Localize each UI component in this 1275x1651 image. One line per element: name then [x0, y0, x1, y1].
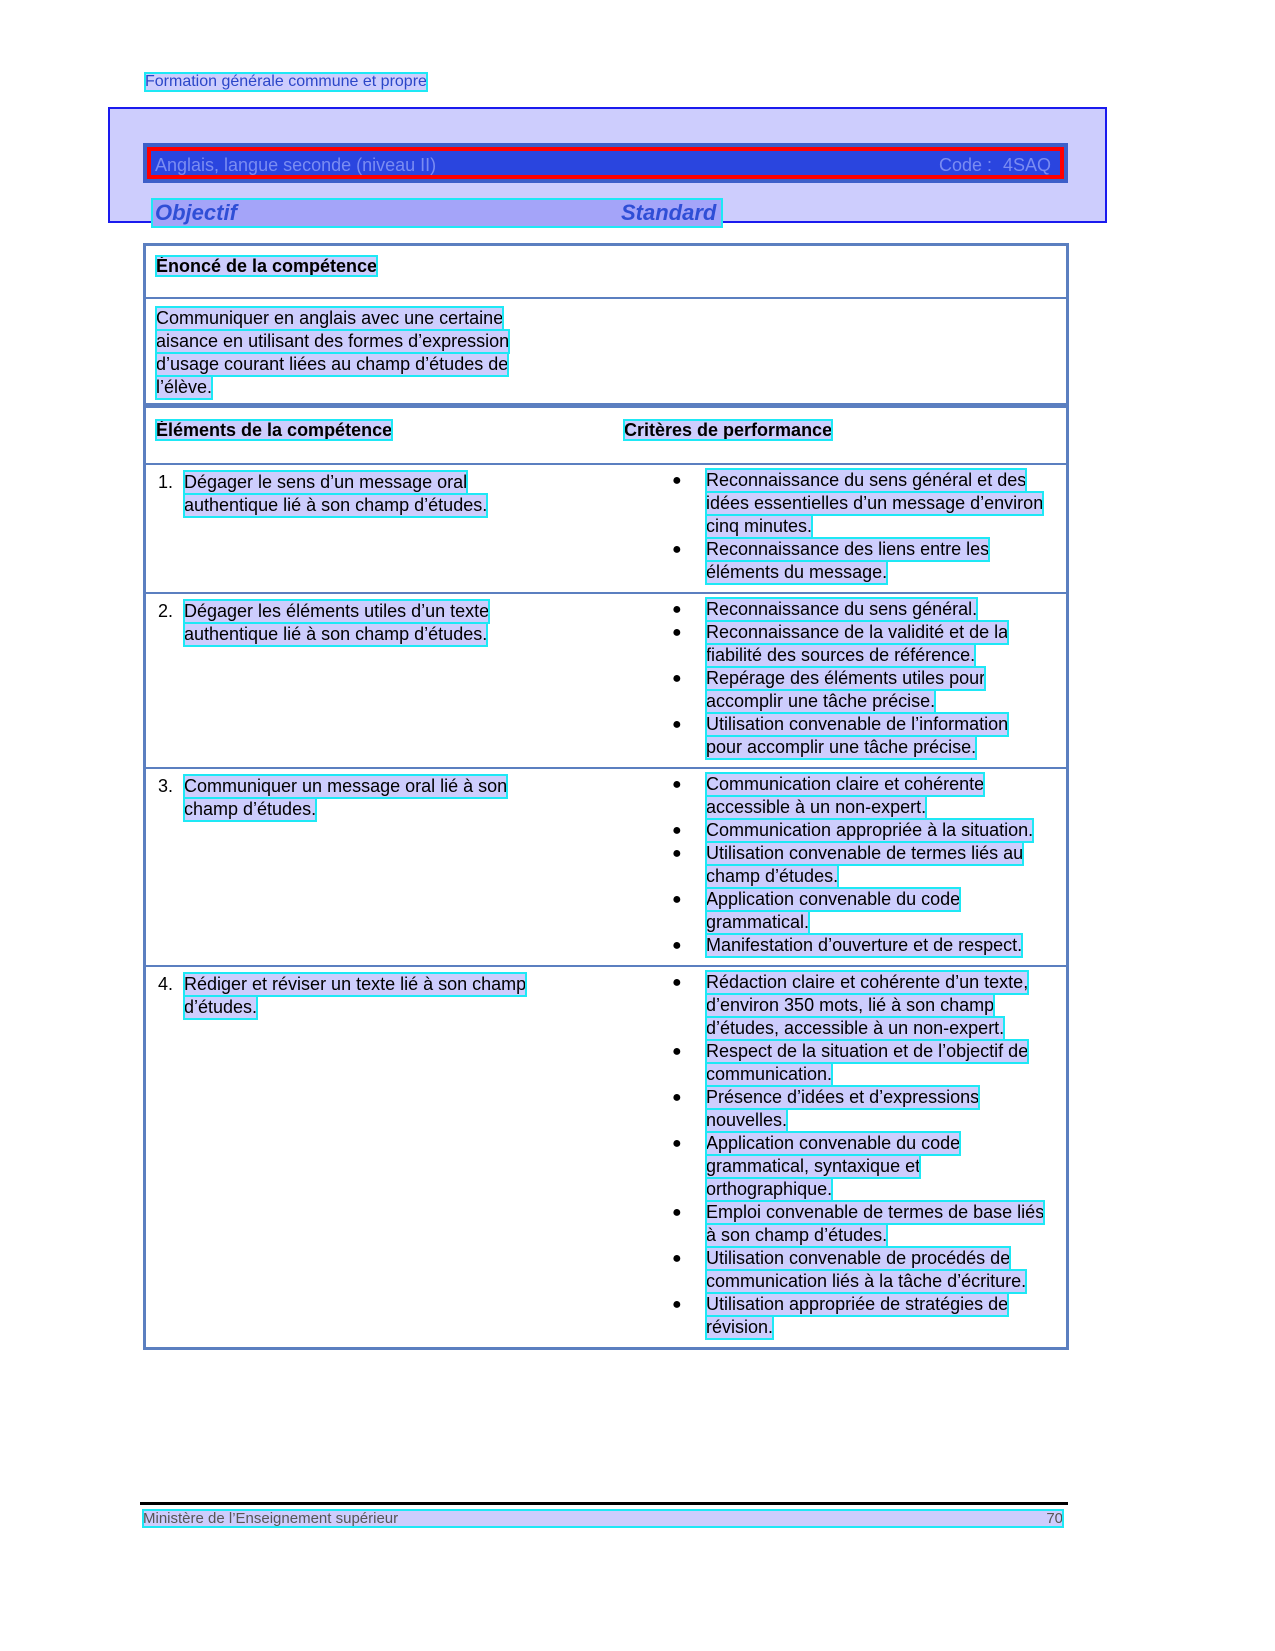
criterion-line: Présence d’idées et d’expressions [706, 1087, 980, 1107]
criterion-item [672, 1040, 1066, 1086]
criterion-line: Communication claire et cohérente [706, 774, 985, 794]
competence-table [143, 405, 1069, 1350]
element-line: d’études. [184, 997, 258, 1017]
criterion-line: Rédaction claire et cohérente d’un texte, [706, 972, 1029, 992]
criterion-item [672, 773, 1066, 819]
element-number: 1. [158, 472, 174, 492]
criterion-item [672, 621, 1066, 667]
enonce-line: d’usage courant liées au champ d’études de [156, 354, 509, 374]
criterion-item [672, 1086, 1066, 1132]
criteria-cell [624, 464, 1068, 593]
bullet-icon: ● [672, 776, 682, 793]
criterion-item [672, 934, 1066, 957]
criterion-line: pour accomplir une tâche précise. [706, 737, 977, 757]
element-line: authentique lié à son champ d’études. [184, 495, 488, 515]
table-row [145, 966, 1068, 1349]
criterion-item [672, 538, 1066, 584]
element-cell [145, 593, 625, 768]
bullet-icon: ● [672, 822, 682, 839]
criterion-item [672, 819, 1066, 842]
enonce-line: Communiquer en anglais avec une certaine [156, 308, 504, 328]
objectif-label: Objectif [155, 200, 237, 225]
bullet-icon: ● [672, 624, 682, 641]
table-row [145, 593, 1068, 768]
criterion-line: d’études, accessible à un non-expert. [706, 1018, 1005, 1038]
footer-ministry: Ministère de l’Enseignement supérieur [143, 1510, 399, 1527]
bullet-icon: ● [672, 974, 682, 991]
criterion-line: communication liés à la tâche d’écriture. [706, 1271, 1027, 1291]
criterion-line: à son champ d’études. [706, 1225, 888, 1245]
criterion-line: accessible à un non-expert. [706, 797, 927, 817]
enonce-line: l’élève. [156, 377, 213, 397]
criterion-item [672, 888, 1066, 934]
criterion-line: fiabilité des sources de référence. [706, 645, 976, 665]
footer [143, 1510, 1063, 1527]
element-number: 3. [158, 776, 174, 796]
criterion-line: Application convenable du code [706, 889, 961, 909]
enonce-text [145, 298, 1068, 405]
criterion-line: éléments du message. [706, 562, 888, 582]
element-text [184, 600, 624, 646]
criterion-line: Communication appropriée à la situation. [706, 820, 1034, 840]
criterion-line: Utilisation appropriée de stratégies de [706, 1294, 1009, 1314]
criterion-item [672, 1132, 1066, 1201]
criterion-line: Reconnaissance de la validité et de la [706, 622, 1009, 642]
criterion-line: grammatical, syntaxique et [706, 1156, 921, 1176]
criterion-line: cinq minutes. [706, 516, 813, 536]
element-text [184, 471, 624, 517]
element-line: Communiquer un message oral lié à son [184, 776, 508, 796]
criterion-line: communication. [706, 1064, 833, 1084]
criterion-line: idées essentielles d’un message d’environ [706, 493, 1044, 513]
element-line: Dégager les éléments utiles d’un texte [184, 601, 490, 621]
standard-label: Standard [621, 200, 717, 225]
criterion-line: Reconnaissance du sens général. [706, 599, 978, 619]
course-title-bar [143, 143, 1068, 183]
criterion-line: d’environ 350 mots, lié à son champ [706, 995, 995, 1015]
bullet-icon: ● [672, 472, 682, 489]
bullet-icon: ● [672, 845, 682, 862]
criterion-line: accomplir une tâche précise. [706, 691, 936, 711]
criterion-item [672, 469, 1066, 538]
bullet-icon: ● [672, 1296, 682, 1313]
criterion-line: Application convenable du code [706, 1133, 961, 1153]
element-text [184, 973, 624, 1019]
criteria-cell [624, 768, 1068, 966]
enonce-heading: Énoncé de la compétence [156, 256, 378, 276]
bullet-icon: ● [672, 937, 682, 954]
bullet-icon: ● [672, 1089, 682, 1106]
criterion-line: Manifestation d’ouverture et de respect. [706, 935, 1023, 955]
criterion-item [672, 667, 1066, 713]
criterion-item [672, 1201, 1066, 1247]
course-title: Anglais, langue seconde (niveau II) [155, 155, 437, 175]
criterion-line: Utilisation convenable de l’information [706, 714, 1009, 734]
element-cell [145, 768, 625, 966]
enonce-line: aisance en utilisant des formes d’expression [156, 331, 510, 351]
element-text [184, 775, 624, 821]
criterion-line: Utilisation convenable de termes liés au [706, 843, 1024, 863]
criteria-cell [624, 966, 1068, 1349]
bullet-icon: ● [672, 1250, 682, 1267]
criterion-line: Reconnaissance du sens général et des [706, 470, 1027, 490]
footer-rule [140, 1502, 1068, 1505]
criterion-item [672, 598, 1066, 621]
criterion-line: Repérage des éléments utiles pour [706, 668, 986, 688]
objectif-standard-heading [153, 200, 721, 226]
criterion-line: Emploi convenable de termes de base liés [706, 1202, 1045, 1222]
enonce-table [143, 243, 1069, 406]
bullet-icon: ● [672, 601, 682, 618]
criterion-item [672, 1293, 1066, 1339]
criterion-line: champ d’études. [706, 866, 839, 886]
col-header-elements: Éléments de la compétence [156, 420, 393, 440]
criterion-line: révision. [706, 1317, 774, 1337]
element-cell [145, 966, 625, 1349]
criterion-line: Reconnaissance des liens entre les [706, 539, 990, 559]
element-number: 2. [158, 601, 174, 621]
code-label: Code : [939, 155, 993, 175]
bullet-icon: ● [672, 716, 682, 733]
col-header-criteres: Critères de performance [624, 420, 833, 440]
element-line: authentique lié à son champ d’études. [184, 624, 488, 644]
criteria-cell [624, 593, 1068, 768]
criterion-line: Utilisation convenable de procédés de [706, 1248, 1011, 1268]
table-row [145, 768, 1068, 966]
criterion-item [672, 713, 1066, 759]
criterion-item [672, 971, 1066, 1040]
element-line: champ d’études. [184, 799, 317, 819]
criterion-item [672, 842, 1066, 888]
element-number: 4. [158, 974, 174, 994]
bullet-icon: ● [672, 541, 682, 558]
bullet-icon: ● [672, 1204, 682, 1221]
bullet-icon: ● [672, 1043, 682, 1060]
course-code: 4SAQ [1003, 155, 1052, 175]
criterion-line: nouvelles. [706, 1110, 788, 1130]
criterion-line: Respect de la situation et de l’objectif de [706, 1041, 1029, 1061]
criterion-item [672, 1247, 1066, 1293]
criterion-line: grammatical. [706, 912, 810, 932]
element-cell [145, 464, 625, 593]
page-number: 70 [1046, 1510, 1063, 1527]
bullet-icon: ● [672, 670, 682, 687]
element-line: Rédiger et réviser un texte lié à son champ [184, 974, 527, 994]
bullet-icon: ● [672, 891, 682, 908]
bullet-icon: ● [672, 1135, 682, 1152]
table-row [145, 464, 1068, 593]
criterion-line: orthographique. [706, 1179, 833, 1199]
element-line: Dégager le sens d’un message oral [184, 472, 468, 492]
section-header: Formation générale commune et propre [145, 73, 427, 90]
